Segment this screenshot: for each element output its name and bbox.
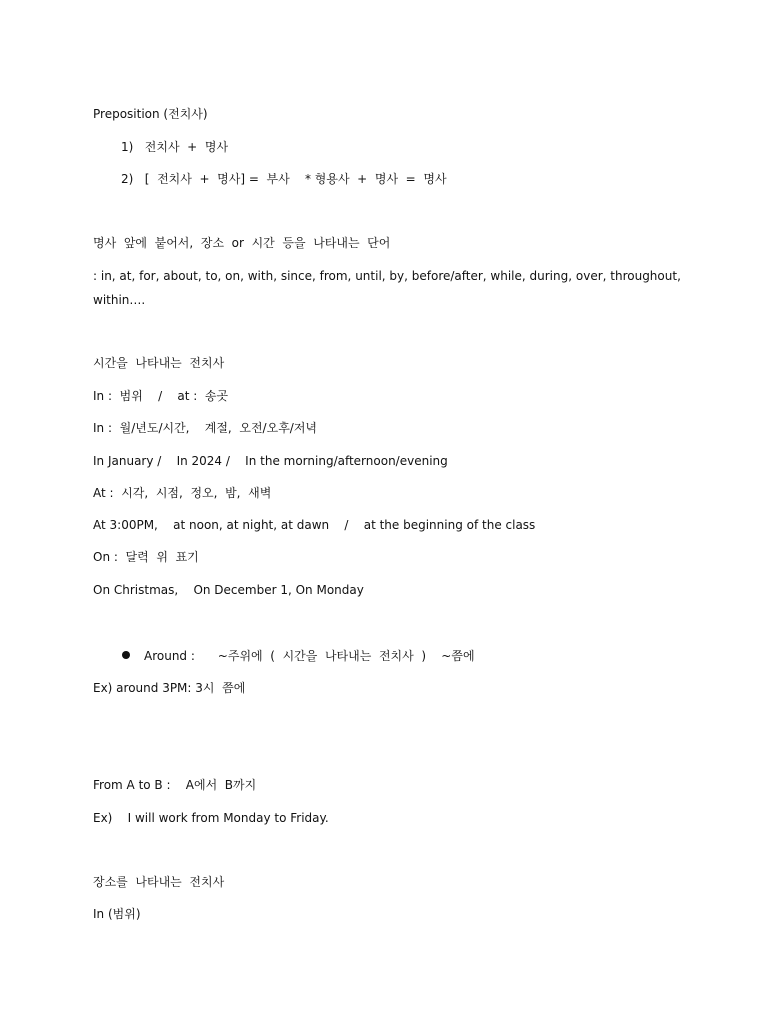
from-to-example: Ex) I will work from Monday to Friday. — [93, 811, 329, 825]
document-title: Preposition (전치사) — [93, 107, 208, 121]
around-bullet-text: Around : ~주위에 ( 시간을 나타내는 전치사 ) ~쯤에 — [144, 649, 475, 663]
time-line-3: In January / In 2024 / In the morning/afternoon/evening — [93, 454, 448, 468]
from-to-line: From A to B : A에서 B까지 — [93, 778, 257, 792]
time-line-4: At : 시각, 시점, 정오, 밤, 새벽 — [93, 486, 272, 500]
preposition-list-line-1: : in, at, for, about, to, on, with, since, from, until, by, before/after, while, during, over, throughout, — [93, 269, 681, 283]
place-line-1: In (범위) — [93, 907, 141, 921]
around-example: Ex) around 3PM: 3시 쯤에 — [93, 681, 246, 695]
rule-2: 2) [ 전치사 + 명사] = 부사 * 형용사 + 명사 = 명사 — [121, 172, 447, 186]
bullet-icon — [122, 651, 130, 659]
preposition-list-line-2: within…. — [93, 293, 146, 307]
time-section-heading: 시간을 나타내는 전치사 — [93, 356, 225, 370]
place-section-heading: 장소를 나타내는 전치사 — [93, 875, 225, 889]
time-line-7: On Christmas, On December 1, On Monday — [93, 583, 364, 597]
time-line-1: In : 범위 / at : 송곳 — [93, 389, 229, 403]
rule-1: 1) 전치사 + 명사 — [121, 140, 229, 154]
time-line-6: On : 달력 위 표기 — [93, 550, 199, 564]
definition-heading: 명사 앞에 붙어서, 장소 or 시간 등을 나타내는 단어 — [93, 236, 391, 250]
time-line-5: At 3:00PM, at noon, at night, at dawn / at the beginning of the class — [93, 518, 536, 532]
time-line-2: In : 월/년도/시간, 계절, 오전/오후/저녁 — [93, 421, 318, 435]
